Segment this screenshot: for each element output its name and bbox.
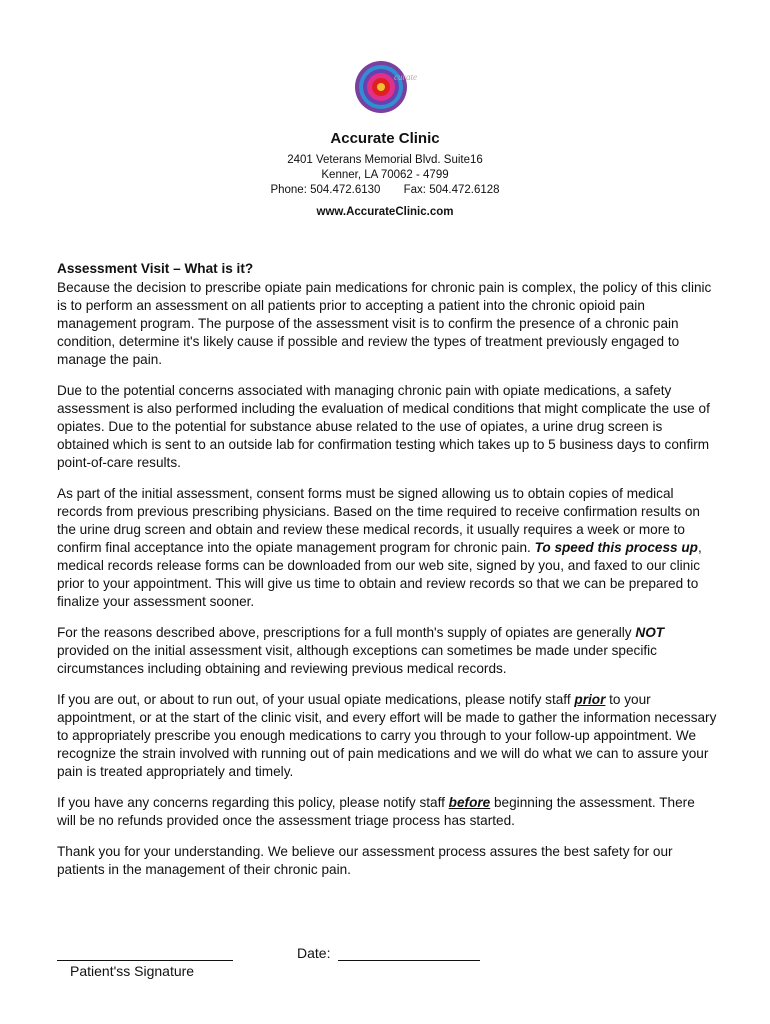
paragraph-4 (57, 624, 717, 678)
fax-number: Fax: 504.472.6128 (403, 184, 500, 196)
address-line-1: 2401 Veterans Memorial Blvd. Suite16 (287, 154, 483, 166)
paragraph-3-text-c: , medical records release forms can be downloaded from our web site, signed by you, and faxed to our clinic prior to your appointment. This will give us time to obtain and review records so that we can be prepared to finalize your assessment sooner. (57, 540, 702, 609)
paragraph-5 (57, 691, 717, 781)
section-heading: Assessment Visit – What is it? (57, 261, 254, 276)
paragraph-5-emphasis: prior (574, 692, 606, 707)
date-line[interactable] (338, 960, 480, 961)
signature-label: Patient'ss Signature (70, 963, 195, 979)
paragraph-4-text-a: For the reasons described above, prescriptions for a full month's supply of opiates are generally (57, 625, 636, 640)
date-label: Date: (297, 945, 331, 961)
paragraph-7: Thank you for your understanding. We believe our assessment process assures the best safety for our patients in the management of their chronic pain. (57, 844, 673, 877)
signature-line[interactable] (57, 960, 233, 961)
document-body (57, 260, 717, 892)
phone-number: Phone: 504.472.6130 (270, 184, 381, 196)
website-link[interactable]: www.AccurateClinic.com (316, 206, 454, 218)
paragraph-6-emphasis: before (448, 795, 491, 810)
paragraph-3-text-a: As part of the initial assessment, consent forms must be signed allowing us to obtain copies of medical records from previous prescribing physicians. Based on the time required to receive confirmation results on the urine drug screen and obtain and review these medical records, it usually requires a week or more to confirm final acceptance into the opiate management program for chronic pain. (57, 486, 700, 555)
paragraph-5-text-c: to your appointment, or at the start of the clinic visit, and every effort will be made to gather the information necessary to appropriately prescribe you enough medications to carry you through to your follow-up appointment. We recognize the strain involved with running out of pain medications and we will do what we can to assure your pain is treated appropriately and timely. (57, 692, 717, 779)
paragraph-1: Because the decision to prescribe opiate pain medications for chronic pain is complex, the policy of this clinic is to perform an assessment on all patients prior to accepting a patient into the chronic opioid pain management program. The purpose of the assessment visit is to confirm the presence of a chronic pain condition, determine it's likely cause if possible and review the types of treatment previously engaged to manage the pain. (57, 280, 712, 367)
paragraph-3 (57, 485, 717, 611)
clinic-logo-icon (354, 60, 408, 114)
paragraph-2: Due to the potential concerns associated with managing chronic pain with opiate medications, a safety assessment is also performed including the evaluation of medical conditions that might complicate the use of opiates. Due to the potential for substance abuse related to the use of opiates, a urine drug screen is obtained which is sent to an outside lab for confirmation testing which takes up to 5 business days to confirm point-of-care results. (57, 383, 710, 470)
paragraph-3-emphasis: To speed this process up (534, 540, 698, 555)
paragraph-4-text-c: provided on the initial assessment visit, although exceptions can sometimes be made under specific circumstances including obtaining and reviewing previous medical records. (57, 643, 657, 676)
paragraph-4-emphasis: NOT (635, 625, 665, 640)
logo-wordmark: curate (394, 72, 417, 82)
clinic-name: Accurate Clinic (330, 130, 440, 147)
paragraph-6 (57, 794, 717, 830)
paragraph-5-text-a: If you are out, or about to run out, of your usual opiate medications, please notify staff (57, 692, 575, 707)
address-line-2: Kenner, LA 70062 - 4799 (321, 169, 449, 181)
paragraph-6-text-a: If you have any concerns regarding this policy, please notify staff (57, 795, 449, 810)
paragraph-6-text-c: beginning the assessment. There will be no refunds provided once the assessment triage process has started. (57, 795, 695, 828)
contact-line (0, 184, 770, 196)
